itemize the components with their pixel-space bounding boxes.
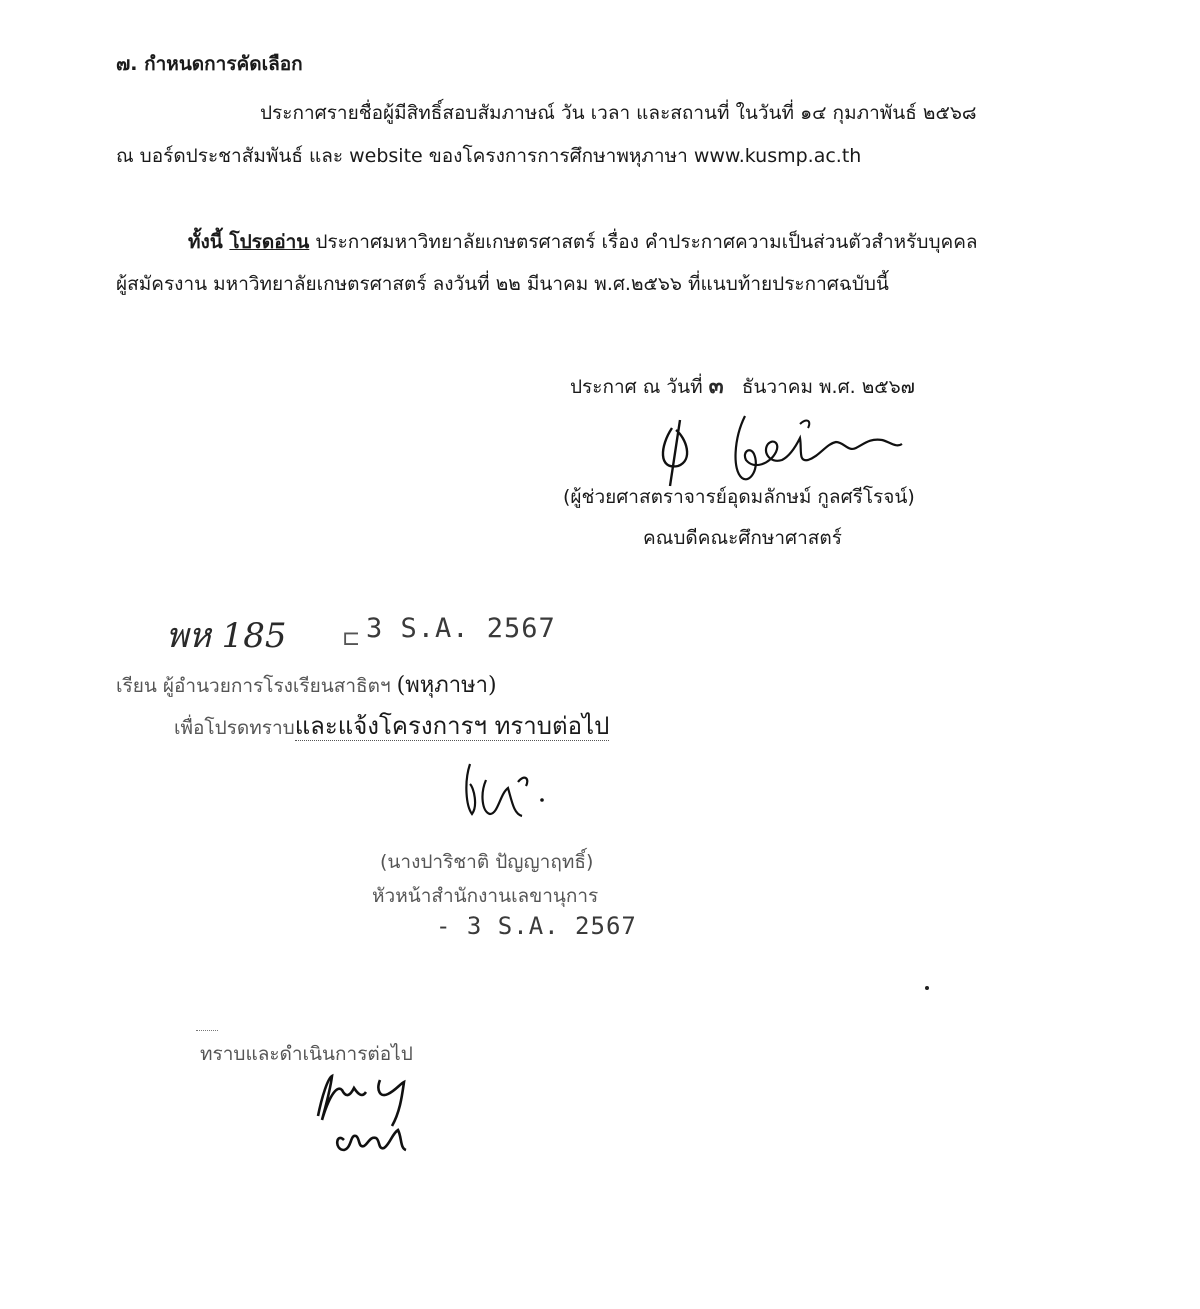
announcement-date: [570, 372, 915, 401]
instruction-handwritten: และแจ้งโครงการฯ ทราบต่อไป: [294, 712, 610, 740]
director-signature: [306, 1070, 426, 1160]
schedule-text-line1: ประกาศรายชื่อผู้มีสิทธิ์สอบสัมภาษณ์ วัน เวลา และสถานที่ ในวันที่ ๑๔ กุมภาพันธ์ ๒๕๖๘: [260, 102, 977, 124]
signer-title: คณบดีคณะศึกษาศาสตร์: [643, 527, 842, 549]
please-read-emphasis: โปรดอ่าน: [229, 231, 310, 253]
privacy-notice-line1: [188, 228, 978, 256]
for-label: เพื่อโปรดทราบ: [174, 717, 295, 739]
director-note: ทราบและดำเนินการต่อไป: [200, 1043, 413, 1065]
privacy-text: ประกาศมหาวิทยาลัยเกษตรศาสตร์ เรื่อง คำประกาศความเป็นส่วนตัวสำหรับบุคคล: [309, 231, 978, 253]
memo-instruction: [174, 712, 609, 742]
document-reference-number: พห 185: [166, 616, 287, 656]
privacy-notice-line2: ผู้สมัครงาน มหาวิทยาลัยเกษตรศาสตร์ ลงวันที่ ๒๒ มีนาคม พ.ศ.๒๕๖๖ ที่แนบท้ายประกาศฉบับนี้: [116, 273, 889, 295]
schedule-text-line2: ณ บอร์ดประชาสัมพันธ์ และ website ของโครงการการศึกษาพหุภาษา www.kusmp.ac.th: [116, 145, 862, 167]
officer-title: หัวหน้าสำนักงานเลขานุการ: [372, 885, 599, 907]
memo-addressee: [116, 672, 497, 700]
officer-stamp-date: - 3 S.A. 2567: [436, 912, 637, 940]
date-day-handwritten: ๓: [708, 373, 724, 399]
officer-signature: [460, 758, 550, 828]
dean-signature: [650, 408, 910, 493]
to-label: เรียน ผู้อำนวยการโรงเรียนสาธิตฯ: [116, 675, 391, 697]
privacy-prefix: ทั้งนี้: [188, 231, 230, 253]
speck-mark: [925, 986, 929, 990]
stamp-mark-icon: ⊏: [342, 626, 361, 651]
to-handwritten: (พหุภาษา): [396, 673, 497, 698]
note-divider: [196, 1030, 218, 1031]
date-prefix: ประกาศ ณ วันที่: [570, 376, 703, 398]
officer-name: (นางปาริชาติ ปัญญาฤทธิ์): [380, 851, 594, 873]
receipt-stamp-date: 3 S.A. 2567: [366, 613, 556, 644]
signer-name: (ผู้ช่วยศาสตราจารย์อุดมลักษม์ กูลศรีโรจน์): [563, 486, 915, 508]
date-month-year: ธันวาคม พ.ศ. ๒๕๖๗: [741, 376, 915, 398]
section-heading: ๗. กำหนดการคัดเลือก: [116, 53, 303, 75]
